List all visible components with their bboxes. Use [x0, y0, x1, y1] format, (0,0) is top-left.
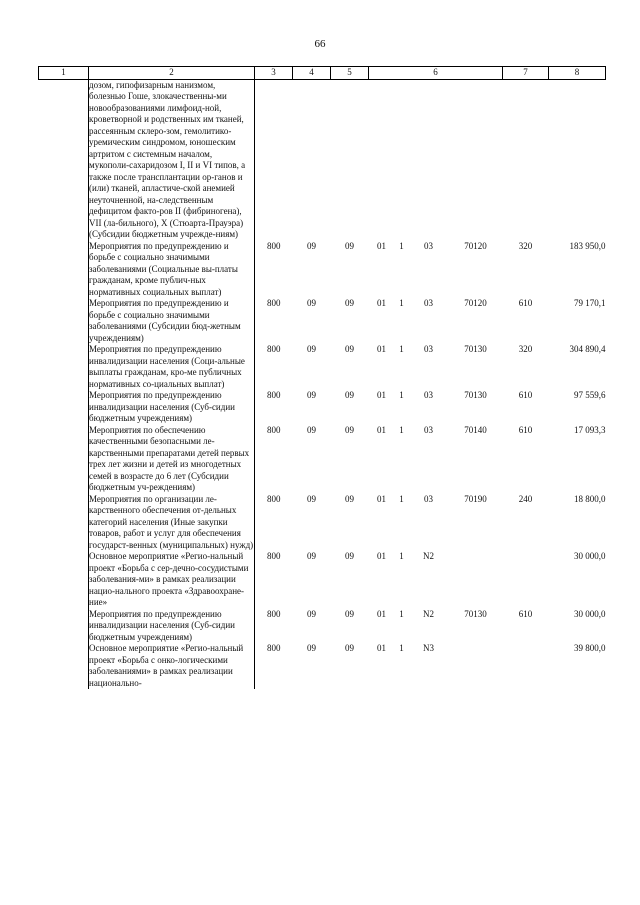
- description-cell: Мероприятия по предупреждению инвалидизации населения (Суб-сидии бюджетным учреждениям): [89, 390, 255, 425]
- activity-code-cell: 03: [424, 344, 433, 354]
- admin-code-cell: [255, 79, 293, 241]
- table-body: [39, 79, 606, 689]
- program-code-cell: 01: [377, 298, 386, 308]
- admin-code-cell: 800: [267, 643, 281, 653]
- subprogram-code-cell: 1: [399, 390, 404, 400]
- table-row: [39, 551, 606, 609]
- activity-code-cell: 03: [424, 298, 433, 308]
- subprogram-code-cell: 1: [399, 551, 404, 561]
- amount-cell: 183 950,0: [569, 240, 606, 251]
- expense-type-cell: 610: [518, 390, 533, 400]
- expense-type-cell: 610: [518, 424, 533, 435]
- activity-code-cell: [409, 79, 449, 241]
- program-code-cell: [369, 79, 395, 241]
- section-cell: 09: [307, 493, 316, 504]
- table-row: [39, 425, 606, 494]
- activity-code-cell: N3: [423, 643, 434, 653]
- section-cell: 09: [307, 643, 316, 653]
- subprogram-code-cell: 1: [399, 493, 404, 504]
- subsection-cell: 09: [345, 390, 354, 400]
- table-row: [39, 79, 606, 241]
- amount-cell: 30 000,0: [574, 551, 606, 561]
- col1-cell: [39, 298, 89, 344]
- subprogram-code-cell: 1: [399, 240, 404, 251]
- subsection-cell: [331, 79, 369, 241]
- budget-table: [38, 66, 606, 689]
- table-row: [39, 609, 606, 644]
- subsection-cell: 09: [345, 344, 354, 354]
- description-cell: Мероприятия по предупреждению инвалидизации населения (Соци-альные выплаты гражданам, кро-ме публичных нормативных со-циальных выплат): [89, 344, 255, 390]
- expense-type-cell: 610: [518, 298, 533, 308]
- direction-code-cell: 70140: [464, 424, 487, 435]
- amount-cell: 39 800,0: [574, 643, 606, 653]
- activity-code-cell: 03: [424, 240, 433, 251]
- activity-code-cell: 03: [424, 493, 433, 504]
- direction-code-cell: [449, 79, 503, 241]
- expense-type-cell: 610: [518, 608, 533, 619]
- expense-type-cell: [503, 551, 549, 609]
- admin-code-cell: 800: [267, 493, 281, 504]
- col1-cell: [39, 609, 89, 644]
- column-header-8: 8: [549, 67, 606, 80]
- program-code-cell: 01: [377, 390, 386, 400]
- direction-code-cell: 70190: [464, 493, 487, 504]
- subsection-cell: 09: [345, 551, 354, 561]
- direction-code-cell: 70130: [464, 390, 487, 400]
- column-number-row: [39, 67, 606, 80]
- table-row: [39, 344, 606, 390]
- section-cell: 09: [307, 390, 316, 400]
- subprogram-code-cell: 1: [399, 298, 404, 308]
- section-cell: 09: [307, 424, 316, 435]
- program-code-cell: 01: [377, 643, 386, 653]
- column-header-7: 7: [503, 67, 549, 80]
- description-cell: Основное мероприятие «Регио-нальный проект «Борьба с онко-логическими заболеваниями» в рамках реализации национально-: [89, 643, 255, 689]
- col1-cell: [39, 425, 89, 494]
- amount-cell: 30 000,0: [574, 608, 606, 619]
- subprogram-code-cell: 1: [399, 424, 404, 435]
- column-header-2: 2: [89, 67, 255, 80]
- description-cell: дозом, гипофизарным нанизмом, болезнью Гоше, злокачественны-ми новообразованиями лимфоид-ной, кроветворной и родственных им тканей, рассеянным склеро-зом, гемолитико-уремическим синдромом, юношеским артритом с системным началом, мукополи-сахаридозом I, II и VI типов, а также после трансплантации ор-ганов и (или) тканей, апластиче-ской анемией неуточненной, на-следственным дефицитом факто-ров II (фибриногена), VII (ла-бильного), X (Стюарта-Прауэра) (Субсидии бюджетным учрежде-ниям): [89, 79, 255, 241]
- expense-type-cell: 320: [518, 240, 533, 251]
- expense-type-cell: 320: [518, 344, 533, 354]
- program-code-cell: 01: [377, 240, 386, 251]
- col1-cell: [39, 494, 89, 552]
- subprogram-code-cell: [395, 79, 409, 241]
- subprogram-code-cell: 1: [399, 344, 404, 354]
- description-cell: Мероприятия по предупреждению и борьбе с социально значимыми заболеваниями (Социальные вы-платы гражданам, кроме публич-ных нормативных социальных выплат): [89, 241, 255, 299]
- amount-cell: 79 170,1: [574, 298, 606, 308]
- subprogram-code-cell: 1: [399, 608, 404, 619]
- program-code-cell: 01: [377, 344, 386, 354]
- description-cell: Мероприятия по организации ле-карственного обеспечения от-дельных категорий населения (Иные закупки товаров, работ и услуг для обеспечения государст-венных (муниципальных) нужд): [89, 493, 254, 550]
- table-row: [39, 643, 606, 689]
- direction-code-cell: 70120: [464, 298, 487, 308]
- activity-code-cell: 03: [424, 424, 433, 435]
- expense-type-cell: [503, 79, 549, 241]
- subsection-cell: 09: [345, 298, 354, 308]
- table-row: [39, 241, 606, 299]
- direction-code-cell: 70120: [464, 240, 487, 251]
- admin-code-cell: 800: [267, 344, 281, 354]
- admin-code-cell: 800: [267, 424, 281, 435]
- direction-code-cell: [449, 551, 503, 609]
- section-cell: 09: [307, 240, 316, 251]
- admin-code-cell: 800: [267, 608, 281, 619]
- description-cell: Основное мероприятие «Регио-нальный проект «Борьба с сер-дечно-сосудистыми заболевания-ми» в рамках реализации нацио-нального проекта «Здравоохране-ние»: [89, 551, 255, 609]
- col1-cell: [39, 79, 89, 241]
- activity-code-cell: N2: [423, 551, 434, 561]
- description-cell: Мероприятия по обеспечению качественными безопасными ле-карственными препаратами детей первых трех лет жизни и детей из многодетных семей в возрасте до 6 лет (Субсидии бюджетным уч-реждениям): [89, 425, 255, 494]
- column-header-3: 3: [255, 67, 293, 80]
- amount-cell: [549, 79, 606, 241]
- direction-code-cell: 70130: [464, 344, 487, 354]
- amount-cell: 304 890,4: [569, 344, 606, 354]
- column-header-4: 4: [293, 67, 331, 80]
- section-cell: 09: [307, 344, 316, 354]
- column-header-6: 6: [369, 67, 503, 80]
- col1-cell: [39, 241, 89, 299]
- section-cell: 09: [307, 551, 316, 561]
- amount-cell: 18 800,0: [574, 493, 606, 504]
- activity-code-cell: N2: [423, 608, 434, 619]
- expense-type-cell: [503, 643, 549, 689]
- admin-code-cell: 800: [267, 390, 281, 400]
- col1-cell: [39, 344, 89, 390]
- program-code-cell: 01: [377, 608, 386, 619]
- direction-code-cell: 70130: [464, 608, 487, 619]
- subsection-cell: 09: [345, 424, 354, 435]
- subsection-cell: 09: [345, 493, 354, 504]
- admin-code-cell: 800: [267, 298, 281, 308]
- activity-code-cell: 03: [424, 390, 433, 400]
- section-cell: 09: [307, 298, 316, 308]
- table-row: [39, 390, 606, 425]
- table-row: [39, 298, 606, 344]
- admin-code-cell: 800: [267, 240, 281, 251]
- col1-cell: [39, 643, 89, 689]
- program-code-cell: 01: [377, 551, 386, 561]
- program-code-cell: 01: [377, 493, 386, 504]
- direction-code-cell: [449, 643, 503, 689]
- program-code-cell: 01: [377, 424, 386, 435]
- description-cell: Мероприятия по предупреждению инвалидизации населения (Суб-сидии бюджетным учреждениям): [89, 609, 255, 644]
- col1-cell: [39, 551, 89, 609]
- subsection-cell: 09: [345, 608, 354, 619]
- column-header-5: 5: [331, 67, 369, 80]
- page-number: 66: [314, 38, 326, 50]
- table-row: [39, 494, 606, 552]
- description-cell: Мероприятия по предупреждению и борьбе с социально значимыми заболеваниями (Субсидии бюд-жетным учреждениям): [89, 298, 255, 344]
- section-cell: [293, 79, 331, 241]
- amount-cell: 97 559,6: [574, 390, 606, 400]
- subsection-cell: 09: [345, 643, 354, 653]
- section-cell: 09: [307, 608, 316, 619]
- amount-cell: 17 093,3: [574, 424, 606, 435]
- column-header-1: 1: [39, 67, 89, 80]
- subprogram-code-cell: 1: [399, 643, 404, 653]
- subsection-cell: 09: [345, 240, 354, 251]
- expense-type-cell: 240: [518, 493, 533, 504]
- admin-code-cell: 800: [267, 551, 281, 561]
- col1-cell: [39, 390, 89, 425]
